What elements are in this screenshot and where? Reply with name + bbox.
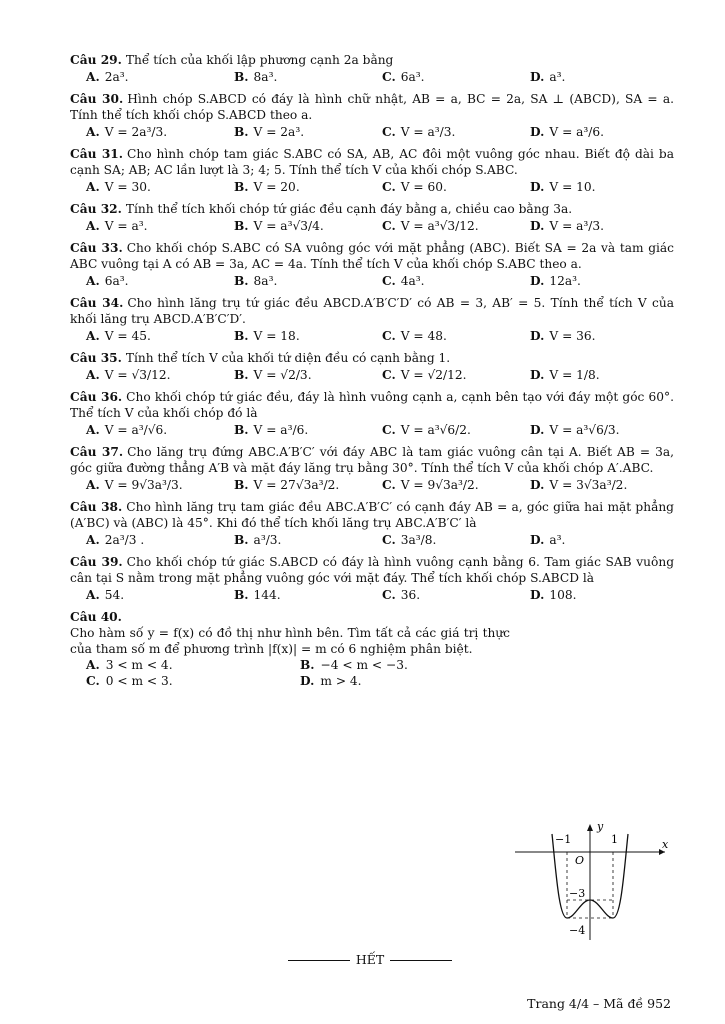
option-a[interactable]: A. V = 2a³/3. xyxy=(86,125,168,139)
option-a[interactable]: A. 3 < m < 4. xyxy=(86,658,173,672)
question-label: Câu 37. xyxy=(70,445,124,459)
option-a[interactable]: A. V = a³. xyxy=(86,219,148,233)
question-label: Câu 35. xyxy=(70,351,122,365)
option-b[interactable]: B. V = √2/3. xyxy=(234,368,312,382)
option-a[interactable]: A. 54. xyxy=(86,588,125,602)
option-b[interactable]: B. a³/3. xyxy=(234,533,282,547)
option-c[interactable]: C. V = 48. xyxy=(382,329,447,343)
question-label: Câu 38. xyxy=(70,500,123,514)
option-d[interactable]: D. a³. xyxy=(530,70,566,84)
option-b[interactable]: B. −4 < m < −3. xyxy=(300,658,408,672)
option-b[interactable]: B. V = a³√3/4. xyxy=(234,219,324,233)
option-d[interactable]: D. V = a³/3. xyxy=(530,219,605,233)
question-label: Câu 34. xyxy=(70,296,124,310)
options-row xyxy=(70,422,674,439)
question-label: Câu 40. xyxy=(70,610,122,624)
option-b[interactable]: B. 144. xyxy=(234,588,281,602)
function-graph xyxy=(515,822,685,944)
question-34 xyxy=(70,295,674,345)
option-a[interactable]: A. V = a³/√6. xyxy=(86,423,168,437)
option-d[interactable]: D. 12a³. xyxy=(530,274,581,288)
x-label: x xyxy=(662,838,669,851)
options-row-2 xyxy=(70,673,674,689)
question-36 xyxy=(70,389,674,439)
option-b[interactable]: B. V = 20. xyxy=(234,180,300,194)
question-list xyxy=(70,52,674,604)
option-c[interactable]: C. 4a³. xyxy=(382,274,425,288)
question-text: Cho hàm số y = f(x) có đồ thị như hình bên. Tìm tất cả các giá trị thực của tham số m để phương trình |f(x)| = m có 6 nghiệm phân biệt. xyxy=(70,626,510,656)
options-row xyxy=(70,179,674,196)
question-35 xyxy=(70,350,674,384)
option-b[interactable]: B. V = 27√3a³/2. xyxy=(234,478,340,492)
question-37 xyxy=(70,444,674,494)
option-d[interactable]: D. a³. xyxy=(530,533,566,547)
option-c[interactable]: C. V = a³√6/2. xyxy=(382,423,471,437)
question-31 xyxy=(70,146,674,196)
page-footer: Trang 4/4 – Mã đề 952 xyxy=(527,996,671,1011)
option-c[interactable]: C. 36. xyxy=(382,588,421,602)
options-row xyxy=(70,587,674,604)
option-d[interactable]: D. 108. xyxy=(530,588,577,602)
question-text: Cho khối chóp S.ABC có SA vuông góc với mặt phẳng (ABC). Biết SA = 2a và tam giác ABC vuông tại A có AB = 3a, AC = 4a. Tính thể tích V của khối chóp S.ABC theo a. xyxy=(70,241,674,271)
options-row xyxy=(70,477,674,494)
option-c[interactable]: C. V = a³/3. xyxy=(382,125,456,139)
option-c[interactable]: C. V = a³√3/12. xyxy=(382,219,479,233)
question-text: Tính thể tích khối chóp tứ giác đều cạnh đáy bằng a, chiều cao bằng 3a. xyxy=(125,202,573,216)
end-text: HẾT xyxy=(355,952,385,967)
option-b[interactable]: B. V = a³/6. xyxy=(234,423,309,437)
tick-neg4: −4 xyxy=(569,924,586,937)
question-32 xyxy=(70,201,674,235)
question-text: Tính thể tích V của khối tứ diện đều có cạnh bằng 1. xyxy=(125,351,451,365)
question-30 xyxy=(70,91,674,141)
options-row xyxy=(70,218,674,235)
y-label: y xyxy=(597,822,604,833)
option-c[interactable]: C. 3a³/8. xyxy=(382,533,437,547)
option-b[interactable]: B. V = 2a³. xyxy=(234,125,305,139)
option-d[interactable]: D. V = 10. xyxy=(530,180,596,194)
options-row xyxy=(70,69,674,86)
exam-page xyxy=(70,52,674,694)
options-row xyxy=(70,328,674,345)
option-d[interactable]: D. V = 36. xyxy=(530,329,596,343)
option-d[interactable]: D. m > 4. xyxy=(300,674,362,688)
question-text: Cho khối chóp tứ giác đều, đáy là hình vuông cạnh a, cạnh bên tạo với đáy một góc 60°. Thể tích V của khối chóp đó là xyxy=(70,390,674,420)
options-row xyxy=(70,367,674,384)
option-a[interactable]: A. 2a³/3 . xyxy=(86,533,145,547)
end-rule-left xyxy=(288,960,350,961)
question-label: Câu 31. xyxy=(70,147,124,161)
question-38 xyxy=(70,499,674,549)
option-b[interactable]: B. 8a³. xyxy=(234,274,278,288)
question-text: Hình chóp S.ABCD có đáy là hình chữ nhật, AB = a, BC = 2a, SA ⊥ (ABCD), SA = a. Tính thể tích khối chóp S.ABCD theo a. xyxy=(70,92,674,122)
question-33 xyxy=(70,240,674,290)
question-text: Cho lăng trụ đứng ABC.A′B′C′ với đáy ABC là tam giác vuông cân tại A. Biết AB = 3a, góc giữa đường thẳng A′B và mặt đáy lăng trụ bằng 30°. Tính thể tích V của khối chóp A′.ABC. xyxy=(70,445,675,475)
options-row xyxy=(70,124,674,141)
origin-label: O xyxy=(575,854,585,867)
option-a[interactable]: A. V = 9√3a³/3. xyxy=(86,478,183,492)
question-39 xyxy=(70,554,674,604)
question-text: Thể tích của khối lập phương cạnh 2a bằng xyxy=(125,53,394,67)
end-marker xyxy=(280,952,460,967)
question-label: Câu 30. xyxy=(70,92,124,106)
option-d[interactable]: D. V = 3√3a³/2. xyxy=(530,478,628,492)
question-label: Câu 29. xyxy=(70,53,122,67)
option-a[interactable]: A. 2a³. xyxy=(86,70,129,84)
tick-1: 1 xyxy=(611,833,618,846)
option-d[interactable]: D. V = a³√6/3. xyxy=(530,423,620,437)
option-b[interactable]: B. V = 18. xyxy=(234,329,300,343)
end-rule-right xyxy=(390,960,452,961)
option-c[interactable]: C. 0 < m < 3. xyxy=(86,674,173,688)
y-axis-arrow-icon xyxy=(587,824,593,831)
option-a[interactable]: A. 6a³. xyxy=(86,274,129,288)
option-c[interactable]: C. V = 60. xyxy=(382,180,447,194)
option-c[interactable]: C. V = 9√3a³/2. xyxy=(382,478,479,492)
question-label: Câu 39. xyxy=(70,555,123,569)
option-d[interactable]: D. V = a³/6. xyxy=(530,125,605,139)
option-a[interactable]: A. V = 30. xyxy=(86,180,151,194)
question-text: Cho khối chóp tứ giác S.ABCD có đáy là hình vuông cạnh bằng 6. Tam giác SAB vuông cân tại S nằm trong mặt phẳng vuông góc với mặt đáy. Thể tích khối chóp S.ABCD là xyxy=(70,555,674,585)
option-d[interactable]: D. V = 1/8. xyxy=(530,368,600,382)
option-b[interactable]: B. 8a³. xyxy=(234,70,278,84)
options-row-1 xyxy=(70,657,674,673)
question-29 xyxy=(70,52,674,86)
question-text: Cho hình lăng trụ tứ giác đều ABCD.A′B′C′D′ có AB = 3, AB′ = 5. Tính thể tích V của khối lăng trụ ABCD.A′B′C′D′. xyxy=(70,296,674,326)
question-40 xyxy=(70,609,674,689)
options-row xyxy=(70,273,674,290)
option-a[interactable]: A. V = 45. xyxy=(86,329,151,343)
question-text: Cho hình lăng trụ tam giác đều ABC.A′B′C′ có cạnh đáy AB = a, góc giữa hai mặt phẳng (A′BC) và (ABC) là 45°. Khi đó thể tích khối lăng trụ ABC.A′B′C′ là xyxy=(70,500,674,530)
question-label: Câu 33. xyxy=(70,241,123,255)
question-text: Cho hình chóp tam giác S.ABC có SA, AB, AC đôi một vuông góc nhau. Biết độ dài ba cạnh SA; AB; AC lần lượt là 3; 4; 5. Tính thể tích V của khối chóp S.ABC. xyxy=(70,147,674,177)
option-c[interactable]: C. 6a³. xyxy=(382,70,425,84)
question-label: Câu 36. xyxy=(70,390,123,404)
tick-neg3: −3 xyxy=(569,887,586,900)
options-row xyxy=(70,532,674,549)
option-a[interactable]: A. V = √3/12. xyxy=(86,368,171,382)
option-c[interactable]: C. V = √2/12. xyxy=(382,368,467,382)
question-label: Câu 32. xyxy=(70,202,122,216)
tick-neg1: −1 xyxy=(555,833,572,846)
